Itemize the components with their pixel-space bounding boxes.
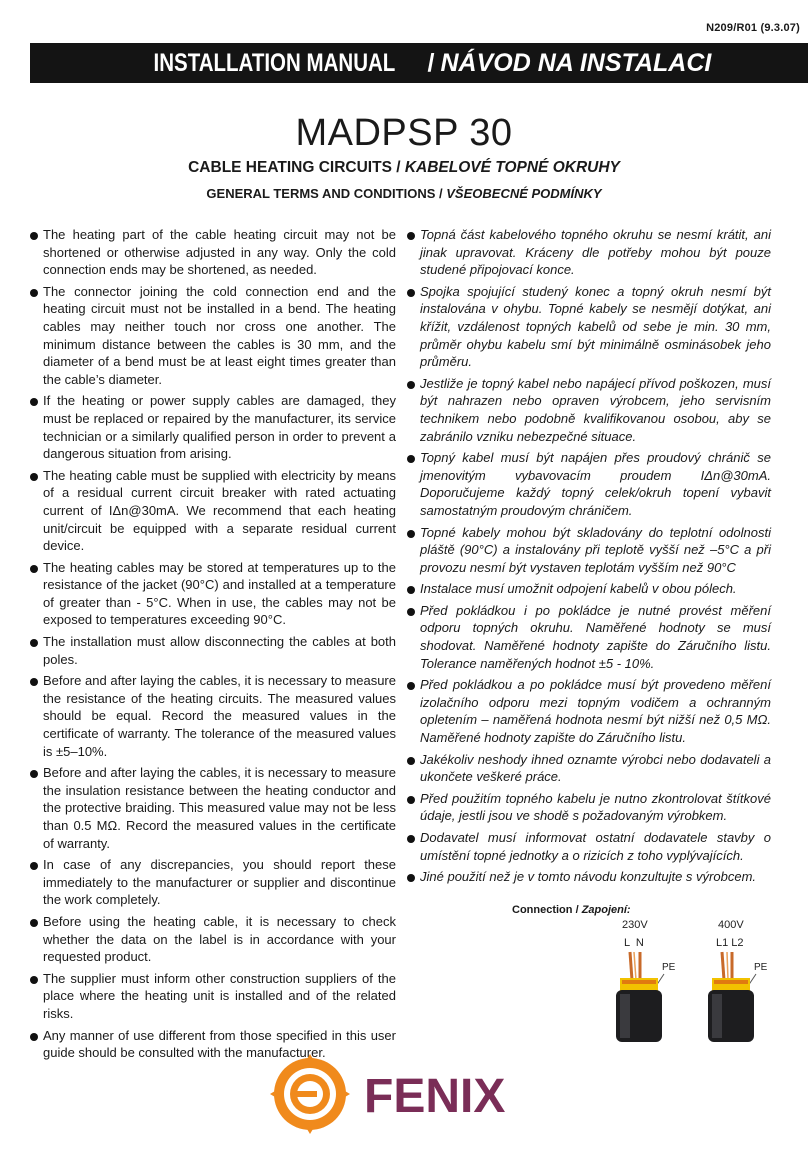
bullet-icon xyxy=(30,639,38,647)
product-title: MADPSP 30 xyxy=(295,112,513,154)
sun-icon xyxy=(270,1054,350,1134)
connection-heading-separator: / xyxy=(575,904,579,916)
bullet-icon xyxy=(30,770,38,778)
wires-l1-l2-label: L1 L2 xyxy=(716,937,744,949)
list-item: Before using the heating cable, it is necessary to check whether the data on the label is in accordance with your requested product. xyxy=(30,913,396,966)
banner-title-cz: NÁVOD NA INSTALACI xyxy=(440,49,712,77)
subtitle-terms-en: GENERAL TERMS AND CONDITIONS xyxy=(206,186,436,201)
pe-right-label: PE xyxy=(754,962,768,973)
bullet-icon xyxy=(407,682,415,690)
bullet-icon xyxy=(30,1033,38,1041)
list-item: Topná část kabelového topného okruhu se nesmí krátit, ani jinak upravovat. Kráceny dle potřeby mohou být pouze studené připojovací konce. xyxy=(407,226,771,279)
wires-l-n-label: L N xyxy=(624,937,644,949)
header-banner xyxy=(30,43,808,83)
list-item: The connector joining the cold connection end and the heating circuit must not be installed in a bend. The heating cables may neither touch nor cross one another. The minimum distance between the cables is 30 mm, and the diameter of a bend must be at least eight times greater than the cable’s diameter. xyxy=(30,283,396,389)
list-item: Any manner of use different from those specified in this user guide should be consulted with the manufacturer. xyxy=(30,1027,396,1062)
czech-terms-column xyxy=(407,226,771,890)
voltage-230-label: 230V xyxy=(622,919,648,931)
bullet-icon xyxy=(407,835,415,843)
bullet-icon xyxy=(30,919,38,927)
fenix-logo xyxy=(268,1052,538,1136)
bullet-icon xyxy=(30,976,38,984)
pe-left-label: PE xyxy=(662,962,676,973)
list-item: The supplier must inform other construction suppliers of the place where the heating unit is installed and of the related risks. xyxy=(30,970,396,1023)
bullet-icon xyxy=(407,455,415,463)
cable-230v-graphic xyxy=(616,952,664,1042)
list-item: Jestliže je topný kabel nebo napájecí přívod poškozen, musí být nahrazen nebo opraven výrobcem, jeho servisním technikem nebo podobně kvalifikovanou osobou, aby se zabránilo vzniku nebezpečné situace. xyxy=(407,375,771,445)
connection-diagram xyxy=(610,912,790,1052)
list-item: Instalace musí umožnit odpojení kabelů v obou pólech. xyxy=(407,580,771,598)
bullet-icon xyxy=(30,398,38,406)
banner-separator: / xyxy=(427,49,435,77)
bullet-icon xyxy=(30,232,38,240)
cable-400v-graphic xyxy=(708,952,756,1042)
bullet-icon xyxy=(407,289,415,297)
bullet-icon xyxy=(407,874,415,882)
list-item: Před pokládkou a po pokládce musí být provedeno měření izolačního odporu mezi topným vodičem a ochranným opletením – naměřená hodnota nesmí být nižší než 0,5 MΩ. Naměřené hodnoty zapište do Záručního listu. xyxy=(407,676,771,746)
bullet-icon xyxy=(407,232,415,240)
subtitle-circuits-separator: / xyxy=(396,159,401,176)
bullet-icon xyxy=(30,289,38,297)
list-item: Topný kabel musí být napájen přes proudový chránič se jmenovitým vybavovacím proudem IΔn@30mA. Doporučujeme každý topný celek/okruh topení vybavit samostatným proudovým chráničem. xyxy=(407,449,771,519)
bullet-icon xyxy=(407,757,415,765)
subtitle-circuits-cz: KABELOVÉ TOPNÉ OKRUHY xyxy=(404,159,620,176)
list-item: Before and after laying the cables, it is necessary to measure the insulation resistance between the heating conductor and the protective braiding. This measured value may not be less than 0.5 MΩ. Record the measured values in the certificate of warranty. xyxy=(30,764,396,852)
list-item: Topné kabely mohou být skladovány do teplotní odolnosti pláště (90°C) a instalovány při teplotě vyšší než –5°C a při provozu nesmí být vystaven teplotám vyšším než 90°C xyxy=(407,524,771,577)
subtitle-circuits-en: CABLE HEATING CIRCUITS xyxy=(188,159,392,176)
list-item: Před použitím topného kabelu je nutno zkontrolovat štítkové údaje, jestli jsou ve shodě s požadovaným výrobkem. xyxy=(407,790,771,825)
bullet-icon xyxy=(30,565,38,573)
list-item: Before and after laying the cables, it is necessary to measure the resistance of the heating circuits. The measured values should be equal. Record the measured values in the certificate of warranty. The tolerance of the measured values is ±5–10%. xyxy=(30,672,396,760)
list-item: Jiné použití než je v tomto návodu konzultujte s výrobcem. xyxy=(407,868,771,886)
list-item: Jakékoliv neshody ihned oznamte výrobci nebo dodavateli a ukončete veškeré práce. xyxy=(407,751,771,786)
bullet-icon xyxy=(407,586,415,594)
banner-title-en: INSTALLATION MANUAL xyxy=(153,49,396,77)
subtitle-terms-cz: VŠEOBECNÉ PODMÍNKY xyxy=(446,186,602,201)
bullet-icon xyxy=(407,796,415,804)
subtitle-terms xyxy=(0,186,808,201)
list-item: Před pokládkou i po pokládce je nutné provést měření odporu topných okruhu. Naměřené hodnoty se musí shodovat. Naměřené hodnoty zapište do Záručního listu. Tolerance naměřených hodnot ±5 - 10%. xyxy=(407,602,771,672)
list-item: The heating cables may be stored at temperatures up to the resistance of the jacket (90°C) and installed at a temperature of greater than - 5°C. When in use, the cables may not be exposed to temperatures exceeding 90°C. xyxy=(30,559,396,629)
list-item: Dodavatel musí informovat ostatní dodavatele stavby o umístění topné jednotky a o rizicích z toho vyplývajících. xyxy=(407,829,771,864)
english-terms-column xyxy=(30,226,396,1066)
connection-heading-cz: Zapojení: xyxy=(581,904,631,916)
bullet-icon xyxy=(30,678,38,686)
list-item: In case of any discrepancies, you should report these immediately to the manufacturer or supplier and discontinue the work completely. xyxy=(30,856,396,909)
subtitle-circuits xyxy=(0,159,808,177)
list-item: If the heating or power supply cables are damaged, they must be replaced or repaired by the manufacturer, its service technician or a similarly qualified person in order to prevent a dangerous situation from arising. xyxy=(30,392,396,462)
list-item: Spojka spojující studený konec a topný okruh nesmí být instalována v ohybu. Topné kabely se nesmějí dotýkat, ani křížit, vzdálenost topných kabelů od sebe je min. 30 mm, průměr ohybu kabelu smí být minimálně osminásobek jeho průměru. xyxy=(407,283,771,371)
connection-heading-en: Connection xyxy=(512,904,573,916)
bullet-icon xyxy=(30,473,38,481)
list-item: The heating cable must be supplied with electricity by means of a residual current circuit breaker with rated actuating current of IΔn@30mA. We recommend that each heating unit/circuit be equipped with a separate residual current device. xyxy=(30,467,396,555)
logo-wordmark: FENIX xyxy=(364,1070,506,1123)
bullet-icon xyxy=(407,381,415,389)
bullet-icon xyxy=(30,862,38,870)
voltage-400-label: 400V xyxy=(718,919,744,931)
subtitle-terms-separator: / xyxy=(439,186,443,201)
bullet-icon xyxy=(407,608,415,616)
bullet-icon xyxy=(407,530,415,538)
list-item: The installation must allow disconnecting the cables at both poles. xyxy=(30,633,396,668)
document-code: N209/R01 (9.3.07) xyxy=(706,22,800,34)
list-item: The heating part of the cable heating circuit may not be shortened or otherwise adjusted in any way. Only the cold connection ends may be shortened, as needed. xyxy=(30,226,396,279)
